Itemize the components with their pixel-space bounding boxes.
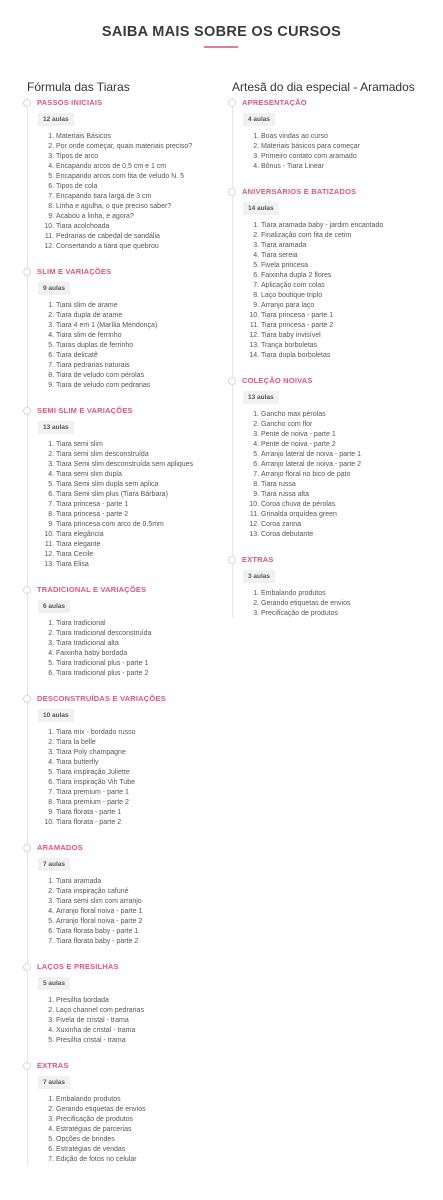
lesson-item: 1. Tiara aramada baby - jardim encantado — [261, 221, 423, 231]
lesson-item: 2. Finalização com fita de cetim — [261, 231, 423, 241]
module-section — [37, 962, 218, 1046]
lesson-item: 2. Materiais básicos para começar — [261, 142, 423, 152]
lesson-item: 11. Tiara princesa - parte 2 — [261, 321, 423, 331]
lesson-item: 9. Acabou a linha, e agora? — [56, 212, 218, 222]
lesson-list — [37, 619, 218, 679]
lesson-item: 5. Tiara tradicional plus - parte 1 — [56, 659, 218, 669]
module-section — [37, 1061, 218, 1165]
module-title: COLEÇÃO NOIVAS — [242, 376, 313, 385]
lesson-item: 9. Arranjo para laço — [261, 301, 423, 311]
lesson-item: 2. Tiara dupla de arame — [56, 311, 218, 321]
lesson-item: 4. Arranjo floral noiva - parte 1 — [56, 907, 218, 917]
lesson-item: 12. Coroa zanna — [261, 520, 423, 530]
module-title: EXTRAS — [37, 1061, 69, 1070]
timeline-dot-icon — [23, 586, 31, 594]
lesson-item: 4. Tiara sereia — [261, 251, 423, 261]
lesson-item: 10. Tiara elegância — [56, 530, 218, 540]
lesson-item: 11. Grinalda orquídea green — [261, 510, 423, 520]
lesson-item: 6. Tipos de cola — [56, 182, 218, 192]
lesson-count-badge: 14 aulas — [243, 202, 279, 215]
module-title: EXTRAS — [242, 555, 274, 564]
lesson-item: 2. Laço channel com pedrarias — [56, 1006, 218, 1016]
lesson-item: 2. Tiara la belle — [56, 738, 218, 748]
lesson-item: 7. Tiara premium - parte 1 — [56, 788, 218, 798]
lesson-item: 1. Embalando produtos — [56, 1095, 218, 1105]
lesson-item: 5. Tiara Semi slim dupla sem aplica — [56, 480, 218, 490]
lesson-item: 1. Presilha bordada — [56, 996, 218, 1006]
module-title: LAÇOS E PRESILHAS — [37, 962, 119, 971]
module-title: DESCONSTRUÍDAS E VARIAÇÕES — [37, 694, 166, 703]
lesson-item: 7. Tiara princesa - parte 1 — [56, 500, 218, 510]
lesson-item: 9. Tiara princesa com arco de 0.5mm — [56, 520, 218, 530]
lesson-item: 2. Gerando etiquetas de envios — [261, 599, 423, 609]
lesson-item: 5. Presilha cristal - trama — [56, 1036, 218, 1046]
lesson-item: 5. Arranjo lateral de noiva - parte 1 — [261, 450, 423, 460]
module-section — [37, 406, 218, 570]
module-timeline — [18, 98, 218, 1165]
lesson-item: 5. Tiaras duplas de ferrinho — [56, 341, 218, 351]
module-title: SEMI SLIM E VARIAÇÕES — [37, 406, 133, 415]
lesson-item: 8. Linha e agulha, o que preciso saber? — [56, 202, 218, 212]
lesson-item: 3. Pente de noiva - parte 1 — [261, 430, 423, 440]
lesson-item: 1. Embalando produtos — [261, 589, 423, 599]
lesson-item: 2. Tiara tradicional desconstruída — [56, 629, 218, 639]
lesson-item: 10. Tiara acolchoada — [56, 222, 218, 232]
module-section — [242, 98, 423, 172]
lesson-list — [242, 132, 423, 172]
module-section — [37, 694, 218, 828]
lesson-list — [242, 221, 423, 361]
lesson-item: 11. Tiara elegante — [56, 540, 218, 550]
lesson-item: 12. Consertando a tiara que quebrou — [56, 242, 218, 252]
lesson-list — [37, 877, 218, 947]
lesson-item: 9. Tiara florata - parte 1 — [56, 808, 218, 818]
lesson-item: 14. Tiara dupla borboletas — [261, 351, 423, 361]
lesson-list — [242, 410, 423, 540]
lesson-list — [37, 996, 218, 1046]
lesson-item: 12. Tiara Cecile — [56, 550, 218, 560]
lesson-item: 8. Tiara premium - parte 2 — [56, 798, 218, 808]
lesson-item: 3. Tiara semi slim com arranjo — [56, 897, 218, 907]
module-section — [37, 585, 218, 679]
module-title: PASSOS INICIAIS — [37, 98, 103, 107]
lesson-item: 5. Tiara inspiração Juliette — [56, 768, 218, 778]
lesson-item: 6. Tiara inspiração Vih Tube — [56, 778, 218, 788]
lesson-item: 6. Tiara Semi slim plus (Tiara Bárbara) — [56, 490, 218, 500]
lesson-item: 7. Tiara florata baby - parte 2 — [56, 937, 218, 947]
lesson-item: 1. Tiara slim de arame — [56, 301, 218, 311]
lesson-item: 6. Estratégias de vendas — [56, 1145, 218, 1155]
lesson-list — [37, 1095, 218, 1165]
lesson-item: 10. Tiara florata - parte 2 — [56, 818, 218, 828]
lesson-item: 5. Encapando arcos com fita de veludo N. 5 — [56, 172, 218, 182]
lesson-item: 1. Tiara mix - bordado russo — [56, 728, 218, 738]
lesson-item: 4. Tiara semi slim dupla — [56, 470, 218, 480]
lesson-item: 4. Estratégias de parcerias — [56, 1125, 218, 1135]
lesson-item: 4. Tiara butterfly — [56, 758, 218, 768]
lesson-item: 13. Coroa debutante — [261, 530, 423, 540]
lesson-list — [37, 440, 218, 570]
lesson-item: 4. Xuxinha de cristal - trama — [56, 1026, 218, 1036]
timeline-dot-icon — [228, 99, 236, 107]
module-title: ANIVERSÁRIOS E BATIZADOS — [242, 187, 357, 196]
lesson-item: 2. Tiara semi slim desconstruída — [56, 450, 218, 460]
lesson-item: 6. Tiara tradicional plus - parte 2 — [56, 669, 218, 679]
lesson-item: 3. Tiara tradicional alta — [56, 639, 218, 649]
lesson-count-badge: 13 aulas — [38, 421, 74, 434]
lesson-item: 7. Encapando tiara larga de 3 cm — [56, 192, 218, 202]
module-title: ARAMADOS — [37, 843, 83, 852]
module-title: TRADICIONAL E VARIAÇÕES — [37, 585, 147, 594]
lesson-item: 11. Pedrarias de cabedal de sandália — [56, 232, 218, 242]
lesson-item: 3. Primeiro contato com aramado — [261, 152, 423, 162]
lesson-item: 3. Precificação de produtos — [56, 1115, 218, 1125]
module-section — [242, 187, 423, 361]
lesson-item: 6. Faixinha dupla 2 flores — [261, 271, 423, 281]
lesson-item: 1. Tiara tradicional — [56, 619, 218, 629]
lesson-count-badge: 7 aulas — [38, 1076, 70, 1089]
lesson-item: 1. Materiais Básicos — [56, 132, 218, 142]
lesson-item: 6. Tiara florata baby - parte 1 — [56, 927, 218, 937]
lesson-count-badge: 6 aulas — [38, 600, 70, 613]
lesson-item: 7. Edição de fotos no celular — [56, 1155, 218, 1165]
timeline-dot-icon — [23, 963, 31, 971]
lesson-count-badge: 3 aulas — [243, 570, 275, 583]
lesson-item: 2. Gancho com flor — [261, 420, 423, 430]
lesson-item: 3. Tipos de arco — [56, 152, 218, 162]
lesson-count-badge: 13 aulas — [243, 391, 279, 404]
lesson-item: 1. Tiara aramada — [56, 877, 218, 887]
module-timeline — [223, 98, 423, 619]
module-section — [37, 98, 218, 252]
module-title: APRESENTAÇÃO — [242, 98, 307, 107]
lesson-item: 2. Por onde começar, quais materiais preciso? — [56, 142, 218, 152]
lesson-item: 1. Gancho max pérolas — [261, 410, 423, 420]
course-column-left — [18, 80, 218, 1180]
timeline-dot-icon — [228, 377, 236, 385]
page-title: SAIBA MAIS SOBRE OS CURSOS — [101, 24, 342, 40]
title-underline — [204, 46, 238, 48]
timeline-dot-icon — [228, 188, 236, 196]
lesson-item: 9. Tiara de veludo com pedrarias — [56, 381, 218, 391]
lesson-count-badge: 4 aulas — [243, 113, 275, 126]
lesson-item: 12. Tiara baby invisível — [261, 331, 423, 341]
timeline-dot-icon — [23, 695, 31, 703]
lesson-item: 7. Arranjo floral no bico de pato — [261, 470, 423, 480]
lesson-item: 3. Tiara aramada — [261, 241, 423, 251]
module-section — [242, 555, 423, 619]
timeline-dot-icon — [23, 268, 31, 276]
lesson-item: 8. Tiara russa — [261, 480, 423, 490]
module-section — [37, 267, 218, 391]
lesson-list — [37, 132, 218, 252]
lesson-item: 4. Pente de noiva - parte 2 — [261, 440, 423, 450]
lesson-item: 7. Tiara pedrarias naturais — [56, 361, 218, 371]
lesson-item: 8. Tiara de veludo com pérolas — [56, 371, 218, 381]
lesson-item: 10. Tiara princesa - parte 1 — [261, 311, 423, 321]
course-title: Artesã do dia especial - Aramados — [232, 80, 415, 94]
module-title: SLIM E VARIAÇÕES — [37, 267, 112, 276]
lesson-item: 2. Tiara inspiração cafuné — [56, 887, 218, 897]
lesson-item: 8. Tiara princesa - parte 2 — [56, 510, 218, 520]
lesson-item: 1. Boas vindas ao curso — [261, 132, 423, 142]
lesson-count-badge: 10 aulas — [38, 709, 74, 722]
timeline-dot-icon — [228, 556, 236, 564]
course-title: Fórmula das Tiaras — [27, 80, 130, 94]
lesson-item: 4. Encapando arcos de 0,5 cm e 1 cm — [56, 162, 218, 172]
lesson-list — [37, 301, 218, 391]
lesson-count-badge: 9 aulas — [38, 282, 70, 295]
course-column-right — [223, 80, 423, 634]
lesson-item: 10. Coroa chuva de pérolas — [261, 500, 423, 510]
lesson-list — [37, 728, 218, 828]
lesson-item: 6. Arranjo lateral de noiva - parte 2 — [261, 460, 423, 470]
lesson-count-badge: 7 aulas — [38, 858, 70, 871]
lesson-item: 9. Tiara russa alta — [261, 490, 423, 500]
lesson-count-badge: 12 aulas — [38, 113, 74, 126]
lesson-item: 13. Trança borboletas — [261, 341, 423, 351]
lesson-item: 3. Tiara 4 em 1 (Marília Mendonça) — [56, 321, 218, 331]
lesson-item: 8. Laço boutique triplo — [261, 291, 423, 301]
lesson-item: 3. Precificação de produtos — [261, 609, 423, 619]
timeline-dot-icon — [23, 1062, 31, 1070]
lesson-item: 13. Tiara Elisa — [56, 560, 218, 570]
lesson-item: 3. Tiara Poly champagne — [56, 748, 218, 758]
lesson-item: 3. Tiara Semi slim desconstruída sem apliques — [56, 460, 218, 470]
timeline-dot-icon — [23, 844, 31, 852]
timeline-dot-icon — [23, 99, 31, 107]
module-section — [242, 376, 423, 540]
module-section — [37, 843, 218, 947]
timeline-dot-icon — [23, 407, 31, 415]
lesson-item: 5. Arranjo floral noiva - parte 2 — [56, 917, 218, 927]
lesson-count-badge: 5 aulas — [38, 977, 70, 990]
lesson-item: 4. Bônus - Tiara Linear — [261, 162, 423, 172]
lesson-list — [242, 589, 423, 619]
lesson-item: 3. Fivela de cristal - trama — [56, 1016, 218, 1026]
lesson-item: 5. Fivela princesa — [261, 261, 423, 271]
lesson-item: 5. Opções de brindes — [56, 1135, 218, 1145]
lesson-item: 1. Tiara semi slim — [56, 440, 218, 450]
lesson-item: 4. Tiara slim de ferrinho — [56, 331, 218, 341]
lesson-item: 6. Tiara delicatê — [56, 351, 218, 361]
lesson-item: 4. Faixinha baby bordada — [56, 649, 218, 659]
lesson-item: 2. Gerando etiquetas de envios — [56, 1105, 218, 1115]
lesson-item: 7. Aplicação com colas — [261, 281, 423, 291]
